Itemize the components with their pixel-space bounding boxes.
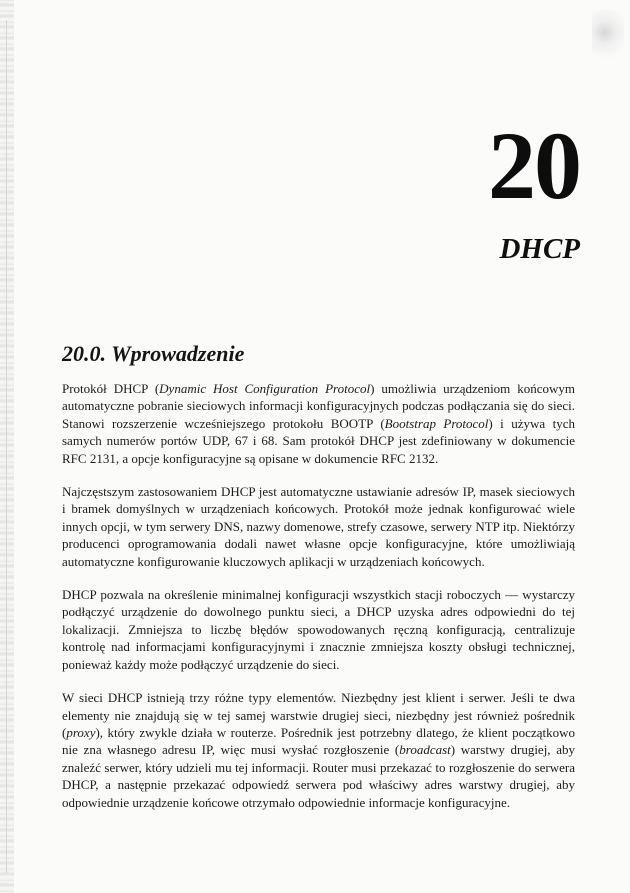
paragraph-1-emphasis-1: Dynamic Host Configuration Protocol <box>159 381 371 396</box>
paragraph-3: DHCP pozwala na określenie minimalnej konfiguracji wszystkich stacji roboczych — wystarczy podłączyć urządzenie do dowolnego punktu sieci, a DHCP uzyska adres odpowiedni do tej lokalizacji. Zmniejsza to liczbę błędów spowodowanych ręczną konfiguracją, centralizuje kontrolę nad informacjami konfiguracyjnymi i znacznie zmniejsza koszty obsługi technicznej, ponieważ każdy może podłączyć urządzenie do sieci. <box>62 587 575 672</box>
paragraph-1-emphasis-2: Bootstrap Protocol <box>384 415 489 431</box>
paragraph-4-text-1: W sieci DHCP istnieją trzy różne typy elementów. Niezbędny jest klient i serwer. Jeśli te dwa elementy nie znajdują się w tej samej warstwie drugiej sieci, niezbędny jest również pośrednik ( <box>62 690 575 740</box>
body-text <box>62 380 575 827</box>
chapter-number: 20 <box>488 112 580 219</box>
paragraph-1-text-1: Protokół DHCP ( <box>62 381 160 396</box>
paragraph-1 <box>62 380 575 467</box>
scan-binding-edge <box>0 0 14 893</box>
chapter-title: DHCP <box>499 233 580 265</box>
paragraph-4-text-3: ) warstwy drugiej, aby znaleźć serwer, który udzieli mu tej informacji. Router musi przekazać to rozgłoszenie do serwera DHCP, a następnie przekazać odpowiedź serwera pod właściwy adres warstwy drugiej, aby odpowiednie urządzenie końcowe otrzymało odpowiednie informacje konfiguracyjne. <box>62 742 575 810</box>
paragraph-4-text-2: ), który zwykle działa w routerze. Pośrednik jest potrzebny dlatego, że klient początkowo nie zna własnego adresu IP, więc musi wysłać rozgłoszenie ( <box>62 724 575 758</box>
paragraph-2: Najczęstszym zastosowaniem DHCP jest automatyczne ustawianie adresów IP, masek sieciowych i bramek domyślnych w urządzeniach końcowych. Protokół może jednak konfigurować wiele innych opcji, w tym serwery DNS, nazwy domenowe, strefy czasowe, serwery NTP itp. Niektórzy producenci oprogramowania dodali nawet własne opcje konfiguracyjne, które umożliwiają automatyczne konfigurowanie kluczowych aplikacji w urządzeniach końcowych. <box>62 484 575 569</box>
section-title: 20.0. Wprowadzenie <box>62 341 245 366</box>
paragraph-1-text-2: ) umożliwia urządzeniom końcowym automatyczne pobranie sieciowych informacji konfiguracyjnych podczas podłączania się do sieci. Stanowi rozszerzenie wcześniejszego protokołu BOOTP ( <box>62 381 575 431</box>
paragraph-4-emphasis-2: broadcast <box>399 742 451 758</box>
paragraph-1-text-3: ) i używa tych samych numerów portów UDP, 67 i 68. Sam protokół DHCP jest zdefiniowany w dokumencie RFC 2131, a opcje konfiguracyjne są opisane w dokumencie RFC 2132. <box>62 415 575 466</box>
scan-corner-mark <box>592 10 624 66</box>
paragraph-4-emphasis-1: proxy <box>66 724 96 740</box>
paragraph-4 <box>62 689 575 811</box>
